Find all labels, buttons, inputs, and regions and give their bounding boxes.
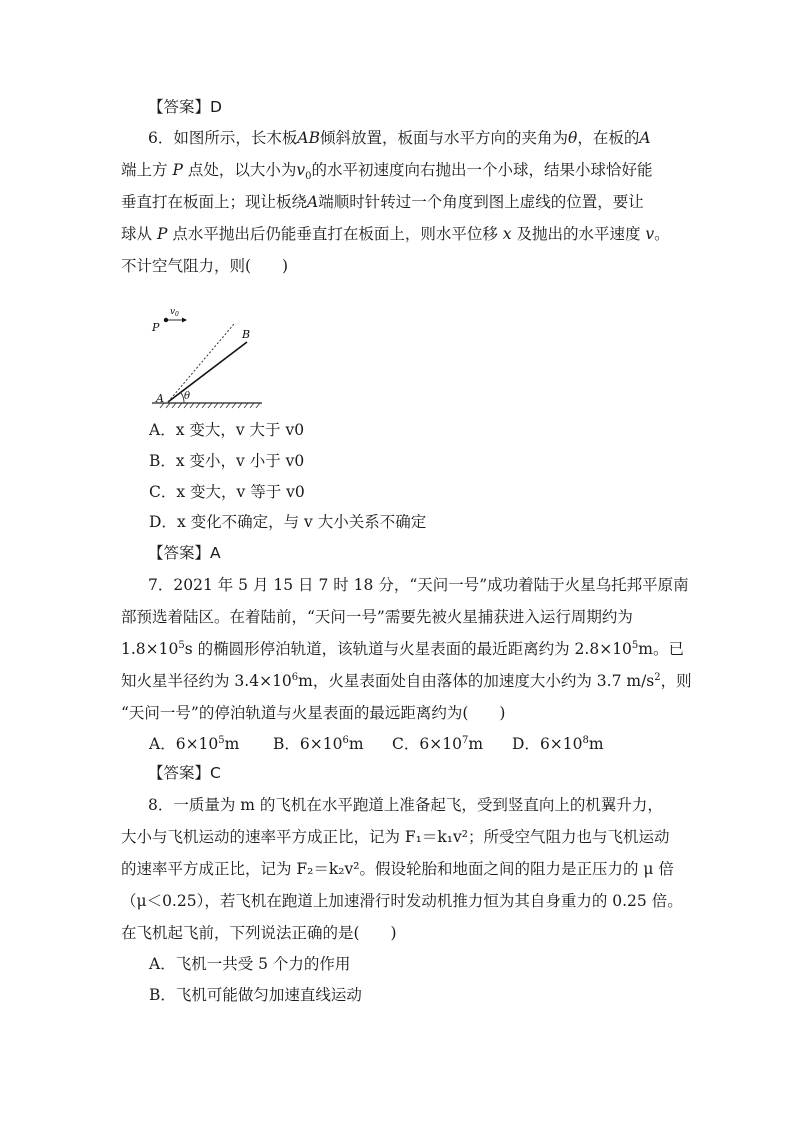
q6-option-b: B．x 变小，v 小于 v0 [149,452,305,470]
board-rotated-dashed [168,324,234,402]
q7-line-2: 部预选着陆区。在着陆前，“天问一号”需要先被火星捕获进入运行周期约为 [121,608,633,626]
velocity-arrowhead [182,318,187,323]
q6-option-d: D．x 变化不确定，与 v 大小关系不确定 [149,513,427,531]
q8-option-b: B．飞机可能做匀加速直线运动 [149,986,362,1004]
q7-line-4: 知火星半径约为 $3.4\times 10^6m$，火星表面处自由落体的加速度大小约为 3.7 $m/s^2$，则 [121,671,692,690]
q6-line-4: 球从 P 点水平抛出后仍能垂直打在板面上，则水平位移 x 及抛出的水平速度 v。 [121,225,670,243]
q6-option-a: A．x 变大，v 大于 v0 [149,421,305,439]
q8-line-4: （μ＜0.25），若飞机在跑道上加速滑行时发动机推力恒为其自身重力的 0.25 倍。 [121,892,683,910]
label-p: P [152,321,160,334]
label-b: B [242,328,251,341]
board-ab [168,342,247,402]
label-v0-sub: 0 [175,311,179,318]
q6-line-1: 6．如图所示，长木板AB倾斜放置，板面与水平方向的夹角为θ，在板的A [148,129,651,147]
q8-line-2: 大小与飞机运动的速率平方成正比，记为 F₁＝k₁v²；所受空气阻力也与飞机运动 [121,828,670,846]
ground-hatching [160,403,260,408]
q8-line-5: 在飞机起飞前，下列说法正确的是( ) [121,924,397,942]
q8-option-a: A．飞机一共受 5 个力的作用 [149,955,351,973]
q7-option-b: B．$6\times 10^6m$ [273,734,364,753]
q7-option-a: A．$6\times 10^5m$ [149,734,240,753]
q7-line-5: “天问一号”的停泊轨道与火星表面的最远距离约为( ) [121,704,506,722]
point-p [164,318,168,322]
label-v0: v [170,307,176,317]
answer-q5: 【答案】D [148,98,222,116]
q7-option-c: C．$6\times 10^7m$ [392,734,484,753]
q8-line-1: 8．一质量为 m 的飞机在水平跑道上准备起飞，受到竖直向上的机翼升力， [148,796,663,814]
q6-line-3: 垂直打在板面上；现让板绕A端顺时针转过一个角度到图上虚线的位置，要让 [121,193,644,211]
answer-q6: 【答案】A [148,544,221,562]
q6-option-c: C．x 变大，v 等于 v0 [149,483,305,501]
answer-q7: 【答案】C [148,764,221,782]
label-theta: θ [184,391,191,402]
q7-option-d: D．$6\times 10^8m$ [512,734,604,753]
q6-line-5: 不计空气阻力，则( ) [121,257,289,275]
q6-line-2: 端上方 P 点处，以大小为$v_0$的水平初速度向右抛出一个小球，结果小球恰好能 [121,161,653,183]
q7-line-1: 7．2021 年 5 月 15 日 7 时 18 分，“天问一号”成功着陆于火星乌托邦平原南 [148,576,689,594]
q7-line-3: $1.8\times 10^5s$ 的椭圆形停泊轨道，该轨道与火星表面的最近距离约为 $2.8\times 10^5m$。已 [121,639,684,658]
label-a: A [156,392,164,405]
q8-line-3: 的速率平方成正比，记为 F₂＝k₂v²。假设轮胎和地面之间的阻力是正压力的 μ 倍 [121,860,674,878]
q6-incline-figure [146,302,266,410]
